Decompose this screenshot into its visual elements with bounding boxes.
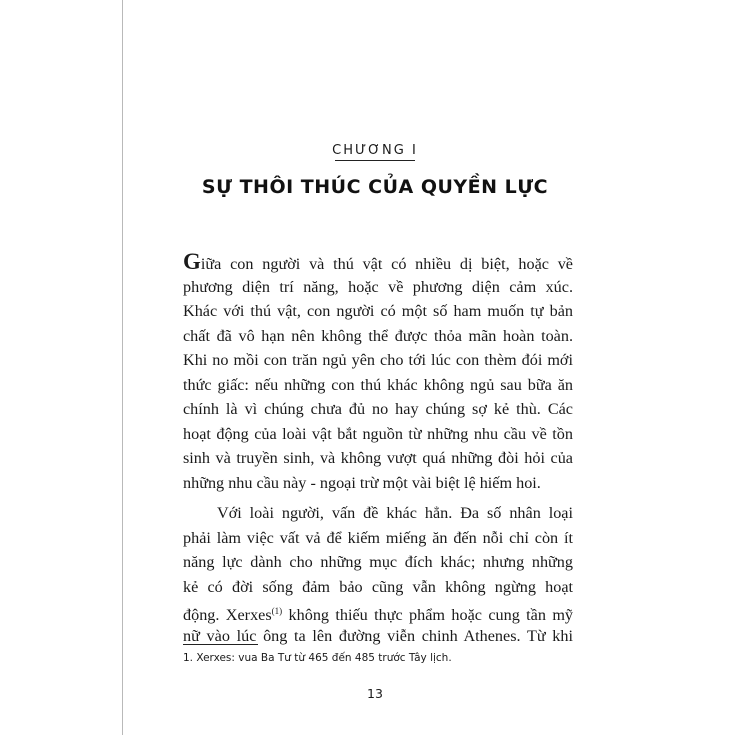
page-number: 13 (367, 686, 383, 701)
chapter-label-underline (335, 160, 415, 161)
paragraph-1-line: chính là vì chúng chưa đủ no hay chúng sợ kẻ thù. Các (183, 400, 573, 418)
body-text (183, 250, 573, 648)
paragraph-2-line: phải làm việc vất vả để kiếm miếng ăn đến nỗi chỉ còn ít (183, 528, 573, 547)
paragraph-1-line-1-text: iữa con người và thú vật có nhiều dị biệt, hoặc về (200, 255, 573, 273)
chapter-title: SỰ THÔI THÚC CỦA QUYỀN LỰC (201, 176, 549, 198)
paragraph-1-line: thức giấc: nếu những con thú khác không ngủ sau bữa ăn (183, 375, 573, 394)
paragraph-1-line-1 (183, 250, 573, 275)
paragraph-1-line: hoạt động của loài vật bắt nguồn từ những nhu cầu về tồn (183, 424, 573, 443)
paragraph-2-line-1: Với loài người, vấn đề khác hẳn. Đa số nhân loại (217, 504, 573, 522)
paragraph-2-line-5-end: không thiếu thực phẩm hoặc cung tần mỹ (282, 606, 574, 624)
paragraph-1-line: sinh và truyền sinh, và không vượt quá những đòi hỏi của (183, 449, 573, 467)
paragraph-1-line: phương diện trí năng, hoặc về phương diện cảm xúc. (183, 277, 573, 296)
paragraph-1-last-line: những nhu cầu này - ngoại trừ một vài biệt lệ hiếm hoi. (183, 473, 541, 492)
paragraph-2-line: kẻ có đời sống đảm bảo cũng vẫn không ngừng hoạt (183, 577, 573, 596)
footnote-divider (183, 644, 258, 645)
paragraph-1-line: Khác với thú vật, con người có một số ham muốn tự bản (183, 302, 573, 320)
page-edge-line (122, 0, 123, 735)
paragraph-2-line: năng lực dành cho những mục đích khác; nhưng những (183, 553, 573, 571)
paragraph-1-line: chất đã vô hạn nên không thể được thỏa mãn hoàn toàn. (183, 326, 573, 345)
paragraph-2-line-5-start: động. Xerxes (183, 606, 272, 624)
paragraph-2-line-with-footnote (183, 599, 573, 624)
paragraph-2-line: nữ vào lúc ông ta lên đường viễn chinh Athenes. Từ khi (183, 626, 573, 645)
footnote: 1. Xerxes: vua Ba Tư từ 465 đến 485 trước Tây lịch. (183, 652, 452, 664)
footnote-reference: (1) (271, 606, 283, 616)
paragraph-1-line: Khi no mồi con trăn ngủ yên cho tới lúc con thèm đói mới (183, 351, 573, 369)
chapter-label: CHƯƠNG I (332, 143, 418, 158)
drop-cap: G (183, 249, 201, 274)
